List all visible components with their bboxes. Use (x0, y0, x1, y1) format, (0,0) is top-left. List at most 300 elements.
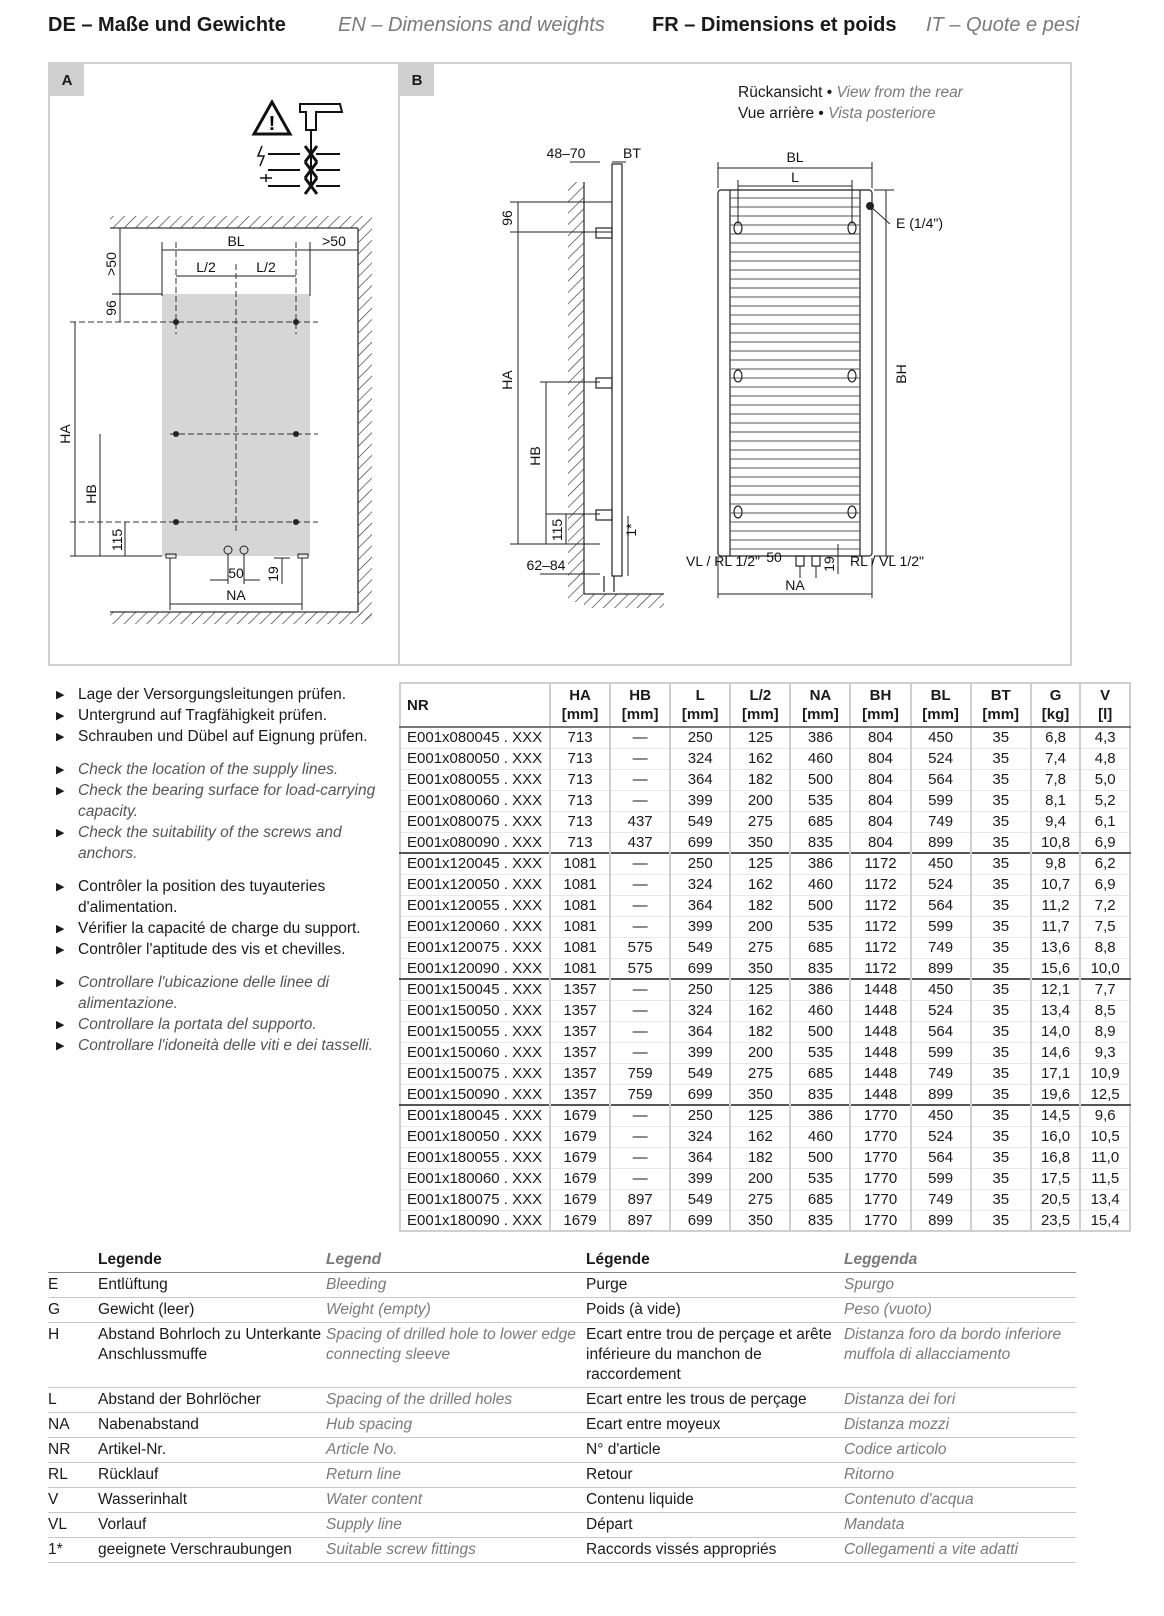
table-cell: 599 (911, 1168, 971, 1189)
dim-48-70: 48–70 (546, 145, 586, 161)
instruction-item: ▶ Untergrund auf Tragfähigkeit prüfen. (56, 705, 386, 726)
table-cell: 897 (610, 1189, 670, 1210)
table-cell: 386 (790, 979, 850, 1000)
table-cell: 1081 (550, 853, 610, 874)
table-cell: 200 (730, 790, 790, 811)
legend-cell: Contenuto d'acqua (844, 1488, 1076, 1513)
table-cell: 713 (550, 748, 610, 769)
table-cell: 6,1 (1080, 811, 1130, 832)
table-cell: 524 (911, 1126, 971, 1147)
front-dim-l: L (791, 169, 799, 185)
legend-cell: Ecart entre les trous de perçage (586, 1388, 844, 1413)
table-cell: 699 (670, 832, 730, 853)
legend-abbreviation: V (48, 1488, 98, 1513)
table-cell: 11,2 (1031, 895, 1081, 916)
dim-50: 50 (228, 565, 244, 581)
legend-cell: Distanza dei fori (844, 1388, 1076, 1413)
column-name: NR (407, 696, 429, 714)
legend-cell: Artikel-Nr. (98, 1438, 326, 1463)
table-cell: 35 (971, 790, 1031, 811)
table-cell: 399 (670, 1042, 730, 1063)
table-cell: 162 (730, 1126, 790, 1147)
table-cell: 399 (670, 916, 730, 937)
instruction-item: ▶ Controllare l'ubicazione delle linee di alimentazione. (56, 972, 386, 1014)
legend-header-cell (48, 1248, 98, 1273)
table-cell: 14,5 (1031, 1105, 1081, 1126)
table-cell: 1448 (850, 1063, 910, 1084)
panel-a (48, 62, 400, 666)
table-cell: — (610, 1105, 670, 1126)
table-cell: 899 (911, 958, 971, 979)
table-cell: 162 (730, 874, 790, 895)
table-cell: 1357 (550, 1021, 610, 1042)
table-cell: 125 (730, 727, 790, 748)
legend-cell: N° d'article (586, 1438, 844, 1463)
table-cell: 11,5 (1080, 1168, 1130, 1189)
table-cell: 324 (670, 748, 730, 769)
table-cell: 835 (790, 1084, 850, 1105)
table-cell: 250 (670, 979, 730, 1000)
table-cell: 16,0 (1031, 1126, 1081, 1147)
column-header (850, 683, 910, 727)
dim-115: 115 (109, 528, 125, 552)
table-cell: 12,1 (1031, 979, 1081, 1000)
table-row (400, 958, 1130, 979)
installation-diagram (50, 64, 398, 664)
article-number-cell: E001x180055 . XXX (400, 1147, 550, 1168)
table-cell: 8,1 (1031, 790, 1081, 811)
table-cell: 564 (911, 895, 971, 916)
table-row (400, 1000, 1130, 1021)
column-name: G (1049, 687, 1062, 704)
legend-cell: Ecart entre trou de perçage et arête inférieure du manchon de raccordement (586, 1323, 844, 1388)
table-cell: 535 (790, 1168, 850, 1189)
column-header (1031, 683, 1081, 727)
table-cell: 9,8 (1031, 853, 1081, 874)
header-fr: FR – Dimensions et poids (652, 14, 897, 36)
article-number-cell: E001x080090 . XXX (400, 832, 550, 853)
table-cell: 15,4 (1080, 1210, 1130, 1231)
table-cell: 250 (670, 727, 730, 748)
article-number-cell: E001x150055 . XXX (400, 1021, 550, 1042)
instruction-item: ▶ Contrôler l'aptitude des vis et chevilles. (56, 939, 386, 960)
legend-cell: Raccords vissés appropriés (586, 1538, 844, 1563)
table-cell: 35 (971, 1084, 1031, 1105)
dim-na: NA (226, 587, 246, 603)
table-cell: 182 (730, 1021, 790, 1042)
table-cell: 437 (610, 811, 670, 832)
table-cell: — (610, 979, 670, 1000)
instructions-it (56, 972, 386, 1056)
dim-bt: BT (623, 145, 641, 161)
no-water-icon (260, 174, 340, 194)
column-header (730, 683, 790, 727)
table-cell: 35 (971, 1000, 1031, 1021)
table-cell: 713 (550, 811, 610, 832)
legend-cell: Spacing of the drilled holes (326, 1388, 586, 1413)
column-unit: [mm] (922, 706, 959, 723)
table-cell: 35 (971, 895, 1031, 916)
table-cell: 699 (670, 1210, 730, 1231)
instruction-item: ▶ Check the bearing surface for load-carrying capacity. (56, 780, 386, 822)
article-number-cell: E001x150045 . XXX (400, 979, 550, 1000)
table-cell: 1448 (850, 1021, 910, 1042)
table-cell: 460 (790, 1000, 850, 1021)
table-cell: 599 (911, 916, 971, 937)
table-cell: 1081 (550, 895, 610, 916)
legend-cell: Water content (326, 1488, 586, 1513)
table-cell: 460 (790, 874, 850, 895)
table-cell: 14,6 (1031, 1042, 1081, 1063)
table-cell: 1448 (850, 979, 910, 1000)
table-cell: 350 (730, 958, 790, 979)
column-unit: [mm] (621, 706, 659, 723)
table-cell: 350 (730, 1210, 790, 1231)
legend-abbreviation: G (48, 1298, 98, 1323)
column-unit: [l] (1098, 706, 1113, 723)
column-header (1080, 683, 1130, 727)
table-cell: 564 (911, 1021, 971, 1042)
table-cell: 399 (670, 1168, 730, 1189)
table-cell: 1172 (850, 958, 910, 979)
table-cell: 386 (790, 1105, 850, 1126)
table-cell: 6,8 (1031, 727, 1081, 748)
article-number-cell: E001x120060 . XXX (400, 916, 550, 937)
column-header (971, 683, 1031, 727)
table-cell: 450 (911, 727, 971, 748)
table-cell: — (610, 727, 670, 748)
view-en: View from the rear (836, 84, 963, 101)
table-cell: 713 (550, 790, 610, 811)
table-cell: 386 (790, 727, 850, 748)
front-dim-19: 19 (821, 556, 837, 572)
article-number-cell: E001x120050 . XXX (400, 874, 550, 895)
table-cell: 1357 (550, 1000, 610, 1021)
table-cell: 182 (730, 769, 790, 790)
table-row (400, 727, 1130, 748)
legend-cell: Codice articolo (844, 1438, 1076, 1463)
table-cell: 713 (550, 832, 610, 853)
table-row (400, 1168, 1130, 1189)
legend-abbreviation: L (48, 1388, 98, 1413)
article-number-cell: E001x150050 . XXX (400, 1000, 550, 1021)
legend-row (48, 1298, 1076, 1323)
article-number-cell: E001x080045 . XXX (400, 727, 550, 748)
table-cell: 1770 (850, 1105, 910, 1126)
column-header (670, 683, 730, 727)
table-cell: 16,8 (1031, 1147, 1081, 1168)
table-cell: 13,4 (1080, 1189, 1130, 1210)
table-row (400, 1084, 1130, 1105)
legend-header-cell: Legende (98, 1248, 326, 1273)
table-row (400, 1210, 1130, 1231)
legend-cell: Ecart entre moyeux (586, 1413, 844, 1438)
side-dim-1star: 1* (623, 523, 639, 537)
legend-cell: Nabenabstand (98, 1413, 326, 1438)
table-row (400, 874, 1130, 895)
table-cell: 35 (971, 1189, 1031, 1210)
legend-row (48, 1538, 1076, 1563)
panel-b (398, 62, 1072, 666)
table-header-row (400, 683, 1130, 727)
table-cell: — (610, 895, 670, 916)
table-cell: 9,3 (1080, 1042, 1130, 1063)
table-cell: 23,5 (1031, 1210, 1081, 1231)
table-cell: 125 (730, 853, 790, 874)
table-cell: 1357 (550, 1042, 610, 1063)
table-cell: 11,7 (1031, 916, 1081, 937)
table-cell: 1357 (550, 1084, 610, 1105)
table-cell: 685 (790, 1189, 850, 1210)
column-name: BH (869, 687, 892, 704)
table-cell: 1448 (850, 1042, 910, 1063)
legend-cell: Collegamenti a vite adatti (844, 1538, 1076, 1563)
side-dim-hb: HB (527, 446, 543, 466)
table-cell: 364 (670, 1147, 730, 1168)
instruction-item: ▶ Controllare la portata del supporto. (56, 1014, 386, 1035)
table-cell: 804 (850, 727, 910, 748)
column-unit: [mm] (681, 706, 719, 723)
table-cell: 20,5 (1031, 1189, 1081, 1210)
instructions-de (56, 684, 386, 747)
legend-cell: Weight (empty) (326, 1298, 586, 1323)
table-cell: 749 (911, 811, 971, 832)
table-cell: 1172 (850, 853, 910, 874)
no-electric-icon (258, 146, 340, 166)
table-cell: 1679 (550, 1126, 610, 1147)
legend-header-row (48, 1248, 1076, 1273)
legend-cell: Gewicht (leer) (98, 1298, 326, 1323)
legend-cell: Wasserinhalt (98, 1488, 326, 1513)
table-cell: 835 (790, 958, 850, 979)
dim-hb: HB (83, 484, 99, 504)
table-cell: 6,2 (1080, 853, 1130, 874)
table-cell: 564 (911, 1147, 971, 1168)
legend-cell: Spacing of drilled hole to lower edge connecting sleeve (326, 1323, 586, 1388)
dim-bl: BL (227, 233, 245, 249)
dim-96: 96 (103, 300, 119, 316)
article-number-cell: E001x080050 . XXX (400, 748, 550, 769)
table-cell: 535 (790, 1042, 850, 1063)
legend-row (48, 1388, 1076, 1413)
legend-row (48, 1323, 1076, 1388)
column-unit: [mm] (802, 706, 839, 723)
table-cell: 275 (730, 1189, 790, 1210)
legend-cell: Abstand Bohrloch zu Unterkante Anschlussmuffe (98, 1323, 326, 1388)
legend-header-cell: Leggenda (844, 1248, 1076, 1273)
front-dim-na: NA (785, 577, 805, 593)
table-cell: 685 (790, 811, 850, 832)
table-cell: 524 (911, 874, 971, 895)
table-cell: 460 (790, 748, 850, 769)
table-cell: 685 (790, 937, 850, 958)
legend-cell: Spurgo (844, 1273, 1076, 1298)
table-cell: 35 (971, 1105, 1031, 1126)
column-unit: [kg] (1041, 706, 1070, 723)
table-cell: 804 (850, 811, 910, 832)
table-cell: 7,4 (1031, 748, 1081, 769)
article-number-cell: E001x120055 . XXX (400, 895, 550, 916)
radiator-diagram (400, 64, 1070, 664)
no-gas-icon (268, 162, 340, 178)
table-cell: 699 (670, 1084, 730, 1105)
table-cell: 899 (911, 832, 971, 853)
table-cell: 804 (850, 769, 910, 790)
table-cell: 4,3 (1080, 727, 1130, 748)
column-unit: [mm] (982, 706, 1020, 723)
column-name: HA (569, 687, 591, 704)
table-cell: 386 (790, 853, 850, 874)
legend-cell: Suitable screw fittings (326, 1538, 586, 1563)
legend-cell: Mandata (844, 1513, 1076, 1538)
table-cell: 1448 (850, 1084, 910, 1105)
legend-cell: Hub spacing (326, 1413, 586, 1438)
front-dim-bh: BH (893, 364, 909, 384)
legend-cell: geeignete Verschraubungen (98, 1538, 326, 1563)
table-cell: 524 (911, 1000, 971, 1021)
table-row (400, 1147, 1130, 1168)
table-cell: 17,1 (1031, 1063, 1081, 1084)
legend-row (48, 1438, 1076, 1463)
table-cell: 897 (610, 1210, 670, 1231)
column-header (610, 683, 670, 727)
column-name: BL (930, 687, 951, 704)
column-header (790, 683, 850, 727)
legend-cell: Purge (586, 1273, 844, 1298)
table-cell: 35 (971, 853, 1031, 874)
legend-cell: Peso (vuoto) (844, 1298, 1076, 1323)
article-number-cell: E001x080060 . XXX (400, 790, 550, 811)
table-cell: — (610, 916, 670, 937)
table-cell: 450 (911, 853, 971, 874)
table-cell: 35 (971, 1126, 1031, 1147)
dim-l2-left: L/2 (196, 259, 216, 275)
table-cell: 10,8 (1031, 832, 1081, 853)
legend-row (48, 1488, 1076, 1513)
table-cell: 1679 (550, 1147, 610, 1168)
table-cell: 1172 (850, 895, 910, 916)
table-cell: 450 (911, 979, 971, 1000)
table-cell: 35 (971, 874, 1031, 895)
table-cell: 14,0 (1031, 1021, 1081, 1042)
legend-cell: Return line (326, 1463, 586, 1488)
instructions-en (56, 759, 386, 864)
table-cell: 549 (670, 811, 730, 832)
column-name: BT (990, 687, 1011, 704)
table-cell: 11,0 (1080, 1147, 1130, 1168)
table-cell: 10,0 (1080, 958, 1130, 979)
legend-cell: Bleeding (326, 1273, 586, 1298)
column-header (550, 683, 610, 727)
table-cell: 549 (670, 1063, 730, 1084)
legend-row (48, 1413, 1076, 1438)
table-cell: 549 (670, 937, 730, 958)
table-cell: 12,5 (1080, 1084, 1130, 1105)
table-row (400, 916, 1130, 937)
table-cell: 35 (971, 727, 1031, 748)
legend-header-cell: Legend (326, 1248, 586, 1273)
rl-vl-label: RL / VL 1/2" (850, 553, 924, 569)
table-cell: 1357 (550, 979, 610, 1000)
table-cell: 324 (670, 874, 730, 895)
table-cell: 899 (911, 1084, 971, 1105)
table-cell: 125 (730, 1105, 790, 1126)
table-cell: 1679 (550, 1105, 610, 1126)
table-cell: 125 (730, 979, 790, 1000)
view-bullet: • (826, 84, 833, 101)
table-cell: — (610, 790, 670, 811)
legend-row (48, 1273, 1076, 1298)
table-cell: 8,5 (1080, 1000, 1130, 1021)
column-name: L (695, 687, 705, 704)
view-de: Rückansicht (738, 84, 823, 101)
table-cell: 899 (911, 1210, 971, 1231)
instruction-item: ▶ Controllare l'idoneità delle viti e dei tasselli. (56, 1035, 386, 1056)
table-cell: 35 (971, 1021, 1031, 1042)
table-cell: 749 (911, 937, 971, 958)
table-cell: 35 (971, 769, 1031, 790)
table-row (400, 748, 1130, 769)
side-dim-96: 96 (499, 210, 515, 226)
table-cell: — (610, 874, 670, 895)
table-cell: 10,9 (1080, 1063, 1130, 1084)
legend-cell: Contenu liquide (586, 1488, 844, 1513)
table-cell: 35 (971, 916, 1031, 937)
table-cell: 759 (610, 1084, 670, 1105)
article-number-cell: E001x180045 . XXX (400, 1105, 550, 1126)
table-cell: 35 (971, 1147, 1031, 1168)
table-cell: 35 (971, 1063, 1031, 1084)
legend-header-cell: Légende (586, 1248, 844, 1273)
table-cell: 275 (730, 1063, 790, 1084)
table-row (400, 1042, 1130, 1063)
article-number-cell: E001x120045 . XXX (400, 853, 550, 874)
table-cell: 200 (730, 916, 790, 937)
dim-gt50-right: >50 (322, 233, 346, 249)
table-cell: — (610, 748, 670, 769)
table-cell: 713 (550, 727, 610, 748)
table-cell: 162 (730, 748, 790, 769)
table-cell: 835 (790, 1210, 850, 1231)
table-cell: 500 (790, 1147, 850, 1168)
table-row (400, 832, 1130, 853)
table-cell: 250 (670, 1105, 730, 1126)
column-name: HB (629, 687, 651, 704)
table-row (400, 853, 1130, 874)
table-cell: 324 (670, 1126, 730, 1147)
table-cell: 1770 (850, 1210, 910, 1231)
dim-62-84: 62–84 (526, 557, 566, 573)
table-cell: 19,6 (1031, 1084, 1081, 1105)
table-cell: 500 (790, 1021, 850, 1042)
article-number-cell: E001x180050 . XXX (400, 1126, 550, 1147)
table-cell: 8,9 (1080, 1021, 1130, 1042)
legend-table (48, 1248, 1076, 1563)
table-cell: 6,9 (1080, 832, 1130, 853)
vent-label: E (1/4") (896, 215, 943, 231)
front-dim-50: 50 (766, 549, 782, 565)
table-row (400, 1063, 1130, 1084)
legend-cell: Article No. (326, 1438, 586, 1463)
dim-l2-right: L/2 (256, 259, 276, 275)
table-cell: 564 (911, 769, 971, 790)
dim-19: 19 (265, 566, 281, 582)
legend-abbreviation: H (48, 1323, 98, 1388)
table-cell: 1172 (850, 916, 910, 937)
table-cell: 759 (610, 1063, 670, 1084)
legend-cell: Retour (586, 1463, 844, 1488)
instructions-fr (56, 876, 386, 960)
